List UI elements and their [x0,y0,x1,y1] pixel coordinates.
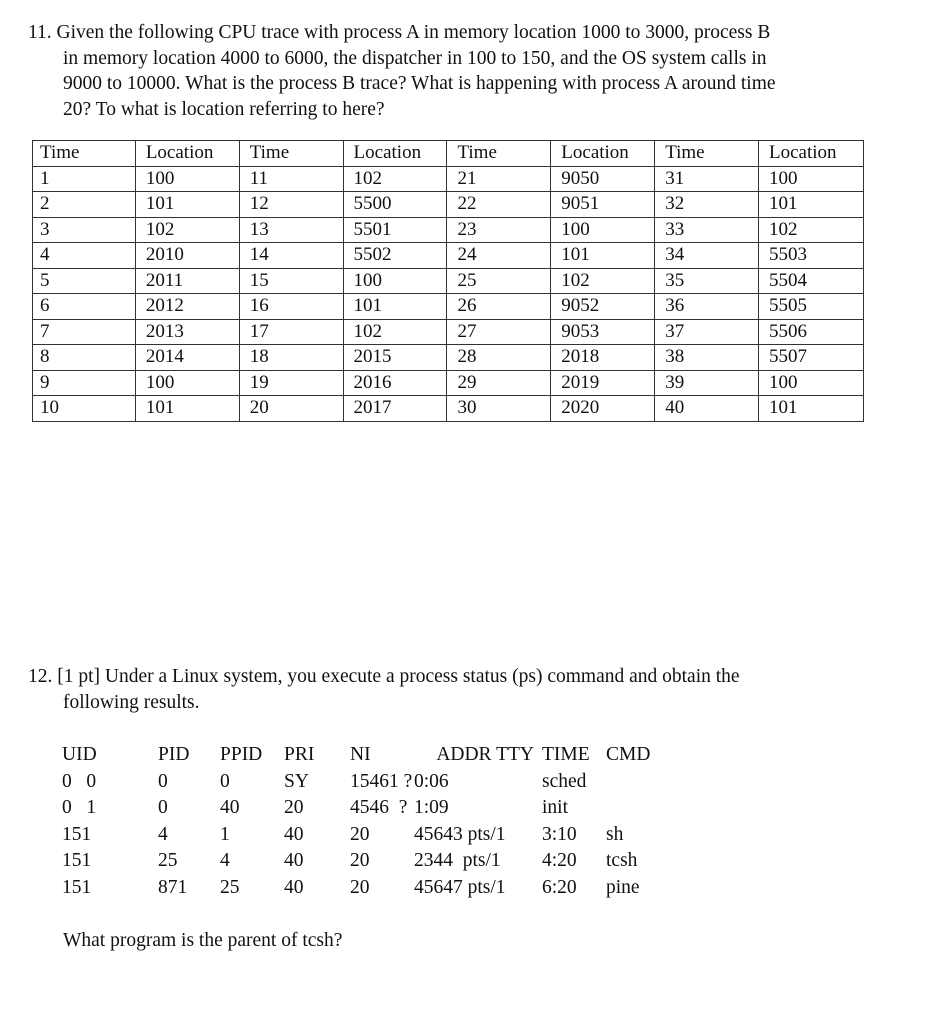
trace-location-cell: 9051 [551,192,655,218]
trace-header: Time [239,141,343,167]
trace-time-cell: 30 [447,396,551,422]
ps-cell: 40 [284,823,304,845]
trace-location-cell: 5503 [759,243,864,269]
ps-header-row [62,742,666,769]
trace-location-cell: 101 [551,243,655,269]
ps-cell [606,769,666,796]
trace-location-cell: 5504 [759,268,864,294]
trace-time-cell: 4 [33,243,136,269]
ps-header: UID [62,744,97,766]
ps-cell: 25 [220,876,240,898]
ps-cell: 4 [158,823,168,845]
ps-cell: 4:20 [542,850,577,872]
trace-location-cell: 100 [759,370,864,396]
trace-location-cell: 100 [135,166,239,192]
trace-time-cell: 2 [33,192,136,218]
trace-location-cell: 9053 [551,319,655,345]
trace-location-cell: 9052 [551,294,655,320]
trace-time-cell: 5 [33,268,136,294]
ps-cell: 40 [220,797,240,819]
trace-time-cell: 37 [655,319,759,345]
trace-location-cell: 2012 [135,294,239,320]
ps-cell: 871 [158,876,188,898]
cpu-trace-table [32,140,864,422]
trace-time-cell: 24 [447,243,551,269]
trace-location-cell: 2015 [343,345,447,371]
trace-location-cell: 2017 [343,396,447,422]
ps-cell: 151 [62,823,92,845]
trace-time-cell: 20 [239,396,343,422]
ps-cell: 40 [284,876,304,898]
trace-header: Time [447,141,551,167]
ps-row [62,875,666,902]
ps-cell: 3:10 [542,823,577,845]
ps-cell: 6:20 [542,876,577,898]
ps-cell: pine [606,876,640,898]
ps-cell: 4546 ? [350,797,408,819]
ps-cell: 0:06 [414,770,449,792]
trace-location-cell: 100 [759,166,864,192]
trace-time-cell: 6 [33,294,136,320]
trace-time-cell: 3 [33,217,136,243]
ps-header: NI [350,744,371,766]
trace-row [33,370,864,396]
trace-time-cell: 10 [33,396,136,422]
ps-cell: 1 [220,823,230,845]
ps-row [62,822,666,849]
trace-location-cell: 5506 [759,319,864,345]
question-11 [28,20,908,122]
trace-location-cell: 101 [759,192,864,218]
ps-cell: 0 1 [62,797,97,819]
trace-location-cell: 102 [343,319,447,345]
trace-location-cell: 2011 [135,268,239,294]
trace-location-cell: 102 [759,217,864,243]
trace-location-cell: 9050 [551,166,655,192]
trace-time-cell: 22 [447,192,551,218]
trace-time-cell: 14 [239,243,343,269]
trace-time-cell: 38 [655,345,759,371]
trace-time-cell: 35 [655,268,759,294]
trace-header: Time [33,141,136,167]
trace-location-cell: 102 [343,166,447,192]
trace-location-cell: 2010 [135,243,239,269]
trace-location-cell: 2014 [135,345,239,371]
trace-time-cell: 9 [33,370,136,396]
trace-time-cell: 18 [239,345,343,371]
trace-header: Location [759,141,864,167]
trace-location-cell: 2020 [551,396,655,422]
trace-row [33,319,864,345]
ps-cell: tcsh [606,850,638,872]
trace-location-cell: 2019 [551,370,655,396]
trace-location-cell: 5505 [759,294,864,320]
trace-time-cell: 7 [33,319,136,345]
ps-row [62,769,666,796]
trace-time-cell: 13 [239,217,343,243]
trace-header: Location [135,141,239,167]
ps-cell: 20 [350,850,370,872]
trace-time-cell: 8 [33,345,136,371]
ps-cell: 0 [158,797,168,819]
ps-cell: sched [542,770,587,792]
trace-row [33,217,864,243]
trace-time-cell: 17 [239,319,343,345]
trace-location-cell: 102 [135,217,239,243]
ps-header: CMD [606,744,651,766]
ps-cell: init [542,797,569,819]
trace-location-cell: 101 [759,396,864,422]
question-12-line-1: 12. [1 pt] Under a Linux system, you execute a process status (ps) command and obtain the [28,666,740,687]
trace-time-cell: 11 [239,166,343,192]
ps-cell: 151 [62,850,92,872]
question-11-line-4: 20? To what is location referring to here? [63,98,385,120]
trace-header: Time [655,141,759,167]
trace-row [33,268,864,294]
trace-row [33,243,864,269]
ps-header: PPID [220,744,263,766]
trace-location-cell: 100 [551,217,655,243]
trace-location-cell: 5500 [343,192,447,218]
ps-cell: 15461 ? [350,770,413,792]
trace-time-cell: 16 [239,294,343,320]
trace-location-cell: 100 [343,268,447,294]
ps-header: PID [158,744,190,766]
ps-header: TIME [542,744,590,766]
question-11-line-2: in memory location 4000 to 6000, the dispatcher in 100 to 150, and the OS system calls in [63,47,767,69]
trace-time-cell: 19 [239,370,343,396]
ps-cell: 45647 pts/1 [414,876,506,898]
trace-time-cell: 33 [655,217,759,243]
trace-time-cell: 25 [447,268,551,294]
trace-header-row [33,141,864,167]
ps-cell: 4 [220,850,230,872]
ps-output-table [62,742,666,901]
trace-header: Location [551,141,655,167]
trace-time-cell: 34 [655,243,759,269]
ps-header: ADDR TTY [436,744,534,766]
trace-time-cell: 32 [655,192,759,218]
ps-cell: 45643 pts/1 [414,823,506,845]
ps-cell: 0 [158,770,168,792]
ps-row [62,795,666,822]
trace-time-cell: 28 [447,345,551,371]
trace-location-cell: 2016 [343,370,447,396]
trace-location-cell: 101 [135,396,239,422]
ps-cell: 20 [284,797,304,819]
trace-location-cell: 102 [551,268,655,294]
ps-cell: sh [606,823,624,845]
trace-location-cell: 101 [135,192,239,218]
trace-row [33,345,864,371]
trace-location-cell: 5502 [343,243,447,269]
question-12-line-2: following results. [63,691,200,713]
ps-cell: 0 [220,770,230,792]
question-11-line-3: 9000 to 10000. What is the process B trace? What is happening with process A around time [63,73,776,94]
trace-time-cell: 23 [447,217,551,243]
trace-row [33,294,864,320]
trace-location-cell: 5507 [759,345,864,371]
trace-time-cell: 1 [33,166,136,192]
trace-row [33,396,864,422]
trace-time-cell: 15 [239,268,343,294]
question-11-line-1: 11. Given the following CPU trace with process A in memory location 1000 to 3000, process B [28,22,771,43]
ps-cell: 25 [158,850,178,872]
ps-cell: 20 [350,876,370,898]
trace-location-cell: 2013 [135,319,239,345]
ps-row [62,848,666,875]
ps-cell: 2344 pts/1 [414,850,501,872]
trace-time-cell: 40 [655,396,759,422]
ps-question: What program is the parent of tcsh? [63,930,343,951]
ps-cell: SY [284,770,309,792]
trace-time-cell: 39 [655,370,759,396]
ps-cell [606,795,666,822]
trace-row [33,192,864,218]
ps-cell: 151 [62,876,92,898]
trace-location-cell: 101 [343,294,447,320]
ps-cell: 40 [284,850,304,872]
trace-time-cell: 29 [447,370,551,396]
trace-time-cell: 12 [239,192,343,218]
trace-time-cell: 21 [447,166,551,192]
trace-location-cell: 5501 [343,217,447,243]
trace-time-cell: 26 [447,294,551,320]
ps-cell: 1:09 [414,797,449,819]
trace-header: Location [343,141,447,167]
question-12 [28,664,908,715]
ps-cell: 20 [350,823,370,845]
trace-time-cell: 31 [655,166,759,192]
trace-location-cell: 100 [135,370,239,396]
trace-time-cell: 36 [655,294,759,320]
ps-cell: 0 0 [62,770,97,792]
trace-row [33,166,864,192]
trace-location-cell: 2018 [551,345,655,371]
ps-header: PRI [284,744,315,766]
trace-time-cell: 27 [447,319,551,345]
